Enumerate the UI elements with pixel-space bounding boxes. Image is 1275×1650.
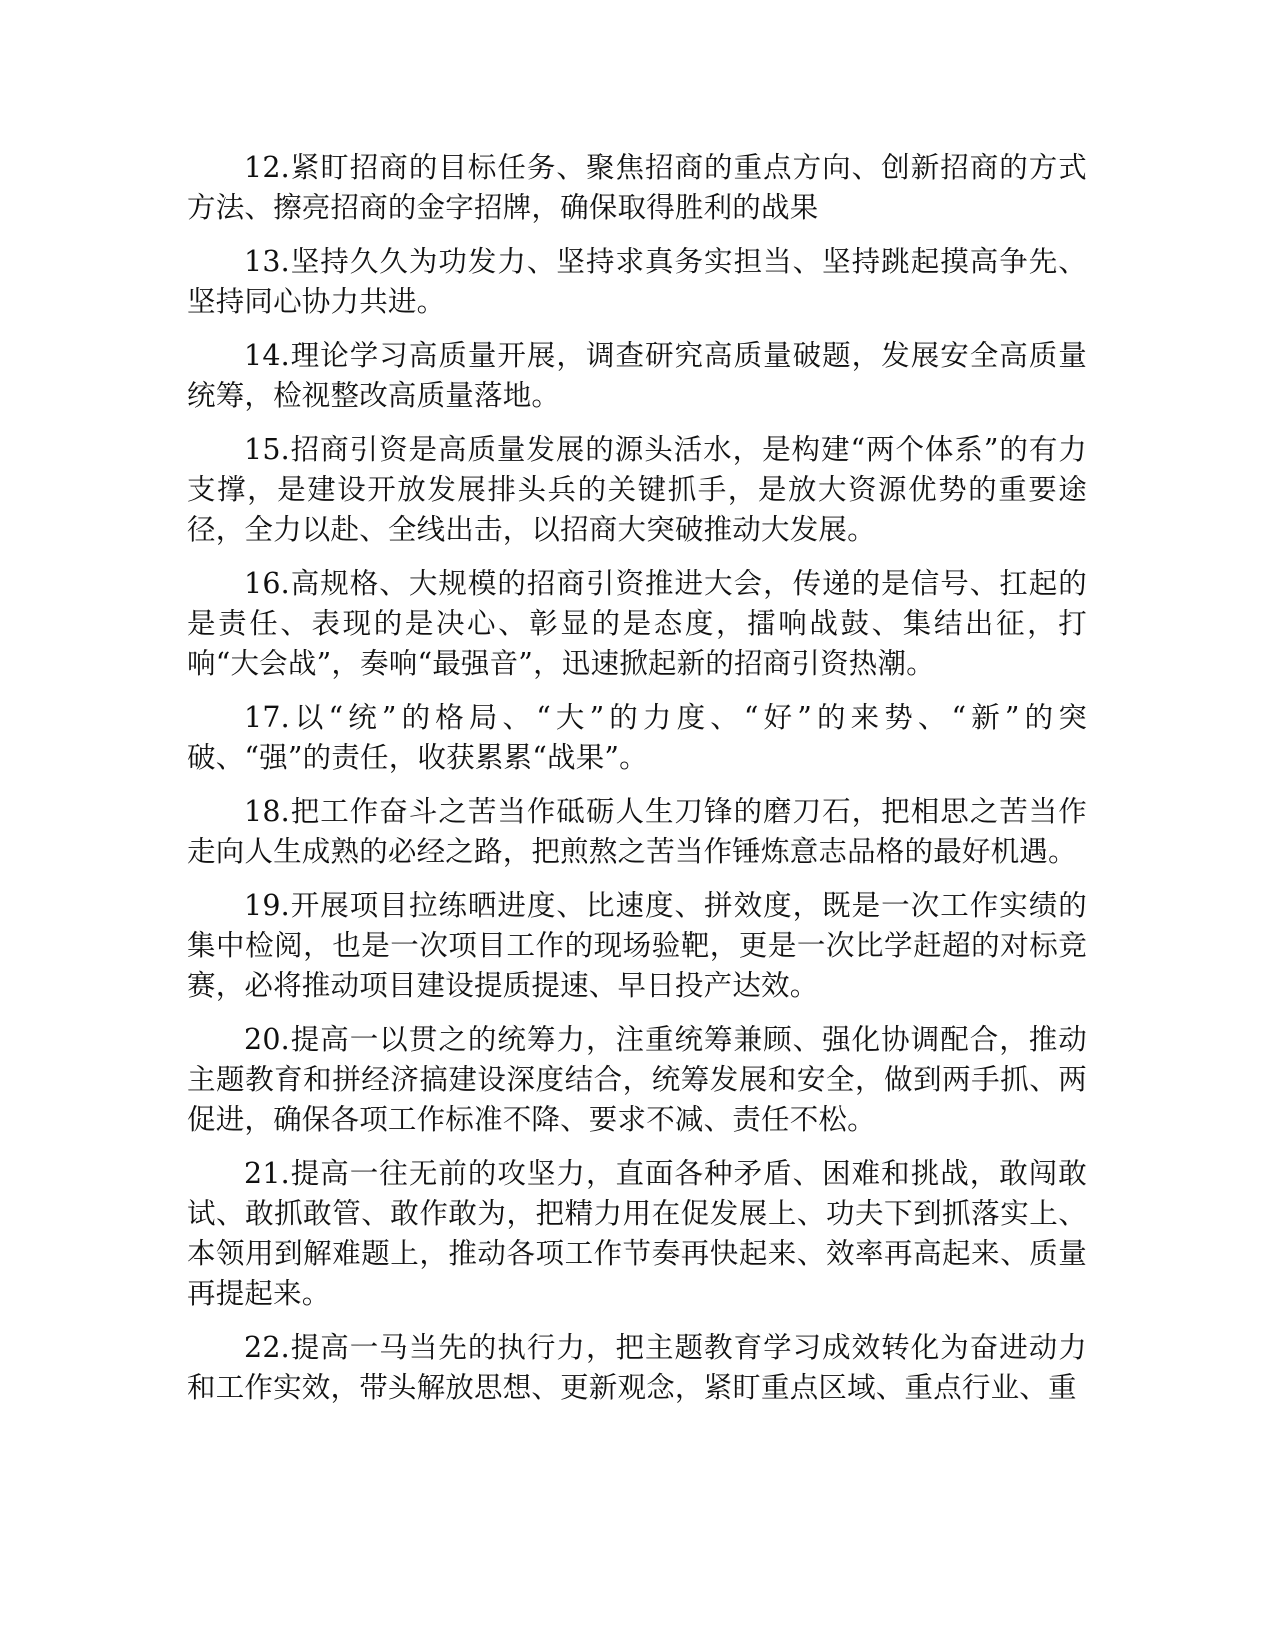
paragraph-21: 21.提高一往无前的攻坚力，直面各种矛盾、困难和挑战，敢闯敢试、敢抓敢管、敢作敢为，把精力用在促发展上、功夫下到抓落实上、本领用到解难题上，推动各项工作节奏再快起来、效率再高起来、质量再提起来。 — [187, 1157, 1087, 1310]
paragraph-13: 13.坚持久久为功发力、坚持求真务实担当、坚持跳起摸高争先、坚持同心协力共进。 — [187, 245, 1087, 318]
paragraph-12: 12.紧盯招商的目标任务、聚焦招商的重点方向、创新招商的方式方法、擦亮招商的金字招牌，确保取得胜利的战果 — [187, 151, 1087, 224]
paragraph-16: 16.高规格、大规模的招商引资推进大会，传递的是信号、扛起的是责任、表现的是决心、彰显的是态度，擂响战鼓、集结出征，打响“大会战”，奏响“最强音”，迅速掀起新的招商引资热潮。 — [187, 567, 1087, 680]
paragraph-22: 22.提高一马当先的执行力，把主题教育学习成效转化为奋进动力和工作实效，带头解放思想、更新观念，紧盯重点区域、重点行业、重 — [187, 1331, 1087, 1404]
paragraph-20: 20.提高一以贯之的统筹力，注重统筹兼顾、强化协调配合，推动主题教育和拼经济搞建设深度结合，统筹发展和安全，做到两手抓、两促进，确保各项工作标准不降、要求不减、责任不松。 — [187, 1023, 1087, 1136]
paragraph-18: 18.把工作奋斗之苦当作砥砺人生刀锋的磨刀石，把相思之苦当作走向人生成熟的必经之路，把煎熬之苦当作锤炼意志品格的最好机遇。 — [187, 795, 1087, 868]
paragraph-17: 17.以“统”的格局、“大”的力度、“好”的来势、“新”的突破、“强”的责任，收获累累“战果”。 — [187, 701, 1087, 774]
document-page — [187, 148, 1087, 1422]
paragraph-19: 19.开展项目拉练晒进度、比速度、拼效度，既是一次工作实绩的集中检阅，也是一次项目工作的现场验靶，更是一次比学赶超的对标竞赛，必将推动项目建设提质提速、早日投产达效。 — [187, 889, 1087, 1002]
paragraph-14: 14.理论学习高质量开展，调查研究高质量破题，发展安全高质量统筹，检视整改高质量落地。 — [187, 339, 1087, 412]
paragraph-15: 15.招商引资是高质量发展的源头活水，是构建“两个体系”的有力支撑，是建设开放发展排头兵的关键抓手，是放大资源优势的重要途径，全力以赴、全线出击，以招商大突破推动大发展。 — [187, 433, 1087, 546]
